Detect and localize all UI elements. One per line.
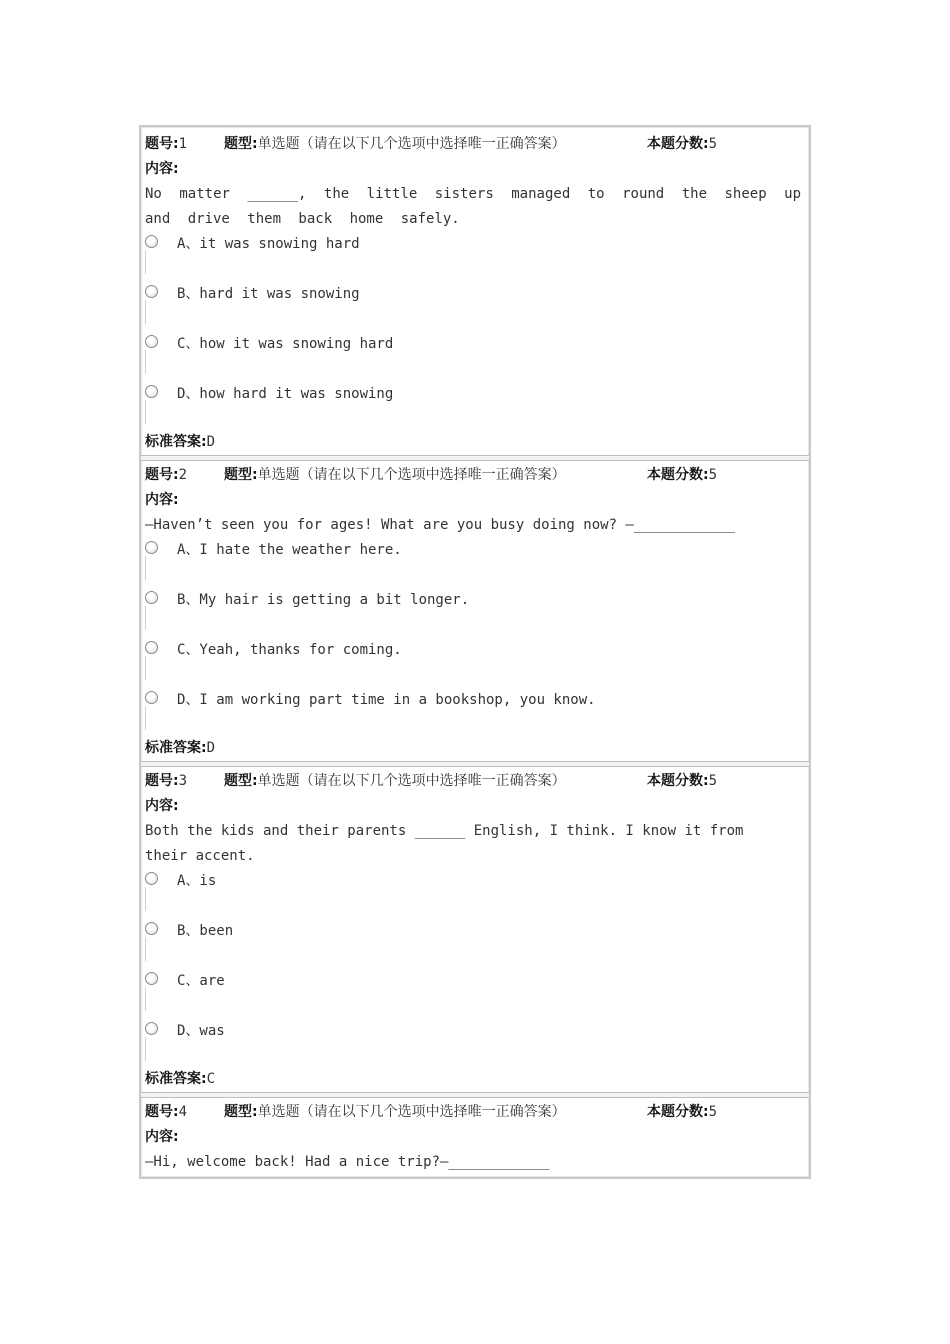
question-type-label: 题型:: [224, 136, 258, 152]
option-c[interactable]: [145, 641, 745, 681]
radio-button[interactable]: [145, 641, 158, 654]
answer-label: 标准答案:: [145, 1071, 207, 1087]
question-type: 单选题（请在以下几个选项中选择唯一正确答案）: [257, 1104, 566, 1120]
option-divider: [145, 556, 146, 580]
option-divider: [145, 350, 146, 374]
radio-button[interactable]: [145, 1022, 158, 1035]
question-score-label: 本题分数:: [647, 467, 709, 483]
question-divider: [141, 455, 809, 461]
question-type-row: [224, 1103, 566, 1121]
answer-label: 标准答案:: [145, 740, 207, 756]
question-score: 5: [708, 136, 718, 152]
radio-button[interactable]: [145, 235, 158, 248]
option-label: A、it was snowing hard: [177, 236, 360, 252]
question-list: [139, 125, 811, 1179]
question-number: 2: [178, 467, 188, 483]
option-c[interactable]: [145, 335, 745, 375]
question-type-label: 题型:: [224, 773, 258, 789]
question-content: —Haven’t seen you for ages! What are you busy doing now? —____________: [145, 517, 736, 533]
option-label: C、how it was snowing hard: [177, 336, 394, 352]
option-label: C、are: [177, 973, 225, 989]
question-number-label: 题号:: [145, 467, 179, 483]
question-score-row: [647, 466, 717, 484]
option-label: B、My hair is getting a bit longer.: [177, 592, 470, 608]
question-score-row: [647, 1103, 717, 1121]
question-type: 单选题（请在以下几个选项中选择唯一正确答案）: [257, 136, 566, 152]
content-label: 内容:: [145, 492, 179, 508]
question-type: 单选题（请在以下几个选项中选择唯一正确答案）: [257, 467, 566, 483]
question-score-row: [647, 772, 717, 790]
question-number: 3: [178, 773, 188, 789]
option-a[interactable]: [145, 541, 745, 581]
answer-value: D: [206, 434, 216, 450]
content-label: 内容:: [145, 798, 179, 814]
question-content: —Hi, welcome back! Had a nice trip?—____________: [145, 1154, 550, 1170]
option-a[interactable]: [145, 872, 745, 912]
question-score: 5: [708, 773, 718, 789]
option-label: D、I am working part time in a bookshop, you know.: [177, 692, 596, 708]
radio-button[interactable]: [145, 972, 158, 985]
radio-button[interactable]: [145, 872, 158, 885]
standard-answer: [145, 433, 215, 451]
question-type-row: [224, 135, 566, 153]
question-content: Both the kids and their parents ______ English, I think. I know it from their accent.: [145, 823, 744, 864]
option-divider: [145, 606, 146, 630]
question-number: 4: [178, 1104, 188, 1120]
option-b[interactable]: [145, 591, 745, 631]
option-divider: [145, 300, 146, 324]
option-label: B、been: [177, 923, 234, 939]
option-divider: [145, 706, 146, 730]
question-divider: [141, 761, 809, 767]
question-divider: [141, 1092, 809, 1098]
content-label: 内容:: [145, 1129, 179, 1145]
option-label: C、Yeah, thanks for coming.: [177, 642, 402, 658]
question-number-label: 题号:: [145, 773, 179, 789]
option-label: A、I hate the weather here.: [177, 542, 402, 558]
question-number-label: 题号:: [145, 1104, 179, 1120]
question-header: [145, 135, 187, 153]
option-divider: [145, 656, 146, 680]
answer-value: D: [206, 740, 216, 756]
radio-button[interactable]: [145, 541, 158, 554]
option-divider: [145, 400, 146, 424]
option-b[interactable]: [145, 285, 745, 325]
option-label: D、was: [177, 1023, 225, 1039]
question-score: 5: [708, 1104, 718, 1120]
option-divider: [145, 937, 146, 961]
option-divider: [145, 250, 146, 274]
question-score: 5: [708, 467, 718, 483]
radio-button[interactable]: [145, 335, 158, 348]
option-d[interactable]: [145, 385, 745, 425]
option-a[interactable]: [145, 235, 745, 275]
question-score-label: 本题分数:: [647, 136, 709, 152]
answer-label: 标准答案:: [145, 434, 207, 450]
option-d[interactable]: [145, 691, 745, 731]
option-d[interactable]: [145, 1022, 745, 1062]
question-score-label: 本题分数:: [647, 1104, 709, 1120]
question-content: No matter ______, the little sisters managed to round the sheep up and drive them back home safely.: [145, 186, 801, 227]
question-type-row: [224, 466, 566, 484]
question-type: 单选题（请在以下几个选项中选择唯一正确答案）: [257, 773, 566, 789]
radio-button[interactable]: [145, 385, 158, 398]
radio-button[interactable]: [145, 591, 158, 604]
option-divider: [145, 887, 146, 911]
answer-value: C: [206, 1071, 216, 1087]
question-type-row: [224, 772, 566, 790]
question-type-label: 题型:: [224, 467, 258, 483]
question-score-label: 本题分数:: [647, 773, 709, 789]
question-type-label: 题型:: [224, 1104, 258, 1120]
option-c[interactable]: [145, 972, 745, 1012]
question-header: [145, 466, 187, 484]
question-number: 1: [178, 136, 188, 152]
option-label: D、how hard it was snowing: [177, 386, 394, 402]
radio-button[interactable]: [145, 922, 158, 935]
radio-button[interactable]: [145, 691, 158, 704]
option-label: B、hard it was snowing: [177, 286, 360, 302]
option-divider: [145, 1037, 146, 1061]
option-b[interactable]: [145, 922, 745, 962]
standard-answer: [145, 739, 215, 757]
question-number-label: 题号:: [145, 136, 179, 152]
content-label: 内容:: [145, 161, 179, 177]
question-header: [145, 1103, 187, 1121]
option-label: A、is: [177, 873, 217, 889]
option-divider: [145, 987, 146, 1011]
standard-answer: [145, 1070, 215, 1088]
radio-button[interactable]: [145, 285, 158, 298]
question-header: [145, 772, 187, 790]
question-score-row: [647, 135, 717, 153]
